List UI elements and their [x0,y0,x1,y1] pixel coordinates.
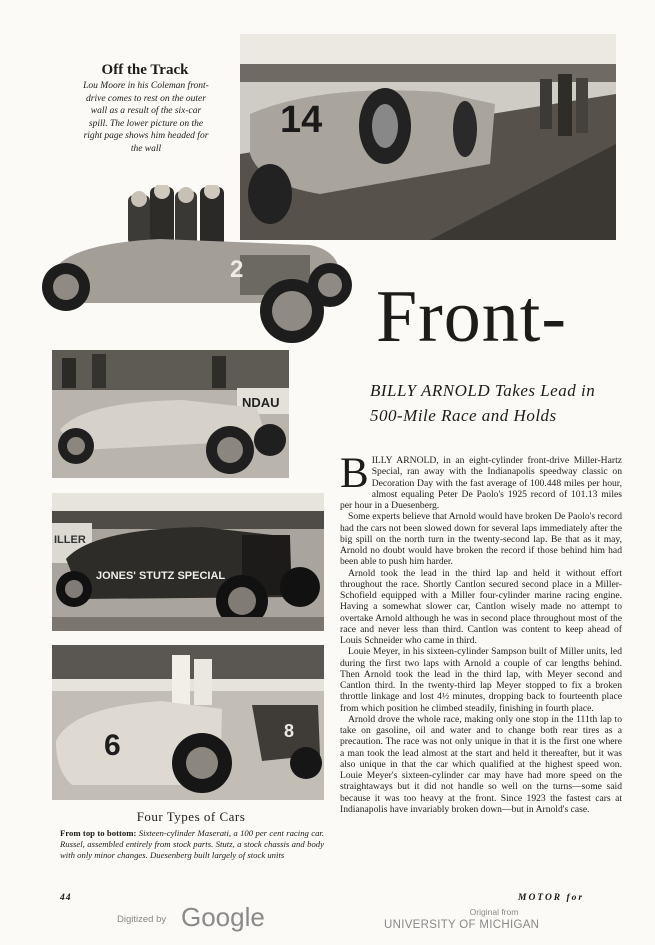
sidebar-title: Off the Track [101,62,189,78]
four-types-lead: From top to bottom: [60,828,137,838]
stutz-car-photo [52,493,324,631]
drop-cap: B [340,450,369,497]
library-name: UNIVERSITY OF MICHIGAN [384,919,540,931]
sidebar-caption: Lou Moore in his Coleman front-drive comes to rest on the outer wall as a result of the six-car spill. The lower picture on the right page shows him headed for the wall [83,81,209,154]
deck-line-2: 500-Mile Race and Holds [370,406,557,425]
car-number-6: 6 [104,729,121,762]
maserati-cutout-photo [40,185,358,345]
deck-line-1: BILLY ARNOLD Takes Lead in [370,381,596,400]
car-number-14: 14 [280,99,323,141]
russel-car-photo [52,350,289,478]
car-number-8: 8 [284,721,295,741]
four-types-caption [60,828,324,861]
page-number: 44 [60,893,72,903]
car-number-2: 2 [230,256,244,283]
magazine-name: MOTOR for [518,893,585,903]
original-from-label: Original from [469,907,519,917]
four-types-text: Sixteen-cylinder Maserati, a 100 per cent racing car. Russel, assembled entirely from stock parts. Stutz, a stock chassis and body with only minor changes. Duesenberg built largely of stock units [60,828,325,860]
four-types-title: Four Types of Cars [136,809,246,824]
article-paragraph-4: Louie Meyer, in his sixteen-cylinder Sampson built of Miller units, led during the first two laps with Arnold a couple of car lengths behind. Then Arnold took the lead in the third lap, with Meyer second and Cantlon third. In the twenty-third lap Meyer stopped to fix a broken throttle linkage and lost 4½ minutes, dropping back to fourteenth place from which position he climbed steadily, finishing in fourth place. [340,646,622,714]
sign-text: NDAU [242,395,280,410]
google-logo: Google [181,902,265,932]
headline: Front- [376,276,567,358]
car-livery-text: JONES' STUTZ SPECIAL [96,570,226,582]
digitized-by-label: Digitized by [117,914,167,925]
article-body [340,450,623,815]
article-paragraph-text: ILLY ARNOLD, in an eight-cylinder front-drive Miller-Hartz Special, ran away with the Indianapolis speedway classic on Decoration Day with the fast average of 100.448 miles per hour, almost equaling Peter De Paolo's 1925 record of 101.13 miles per hour in a Duesenberg. [340,455,622,511]
article-paragraph-3: Arnold took the lead in the third lap and held it without effort throughout the race. Shortly Cantlon secured second place in a Miller-Schofield equipped with a Miller four-cylinder marine racing engine. Having a somewhat slower car, Cantlon wisely made no attempt to overtake Arnold although he was in second place throughout most of the race and never less than third. Cantlon was content to keep ahead of Louis Schneider who came in third. [340,567,622,646]
article-paragraph-1 [340,450,622,511]
article-paragraph-2: Some experts believe that Arnold would have broken De Paolo's record had the cars not been slowed down for several laps immediately after the big spill on the north turn in the twenty-second lap. Be that as it may, Arnold no doubt would have broken the record if those behind him had been able to push him harder. [340,511,623,568]
side-sign-text: ILLER [54,534,86,546]
article-paragraph-5: Arnold drove the whole race, making only one stop in the 111th lap to take on gasoline, oil and water and to change both rear tires as a precaution. The race was not only unique in that it is the first one where a man took the lead almost at the start and held it thereafter, but it was also unique in that the car which qualified at the highest speed won. Louie Meyer's sixteen-cylinder car may have had more speed on the straightaways but it did not handle so well on the turns—some said because it was too heavy at the front. Since 1923 the fastest cars at Indianapolis have invariably broken down—but in Arnold's case. [340,713,622,815]
duesenberg-car-photo [52,645,324,800]
